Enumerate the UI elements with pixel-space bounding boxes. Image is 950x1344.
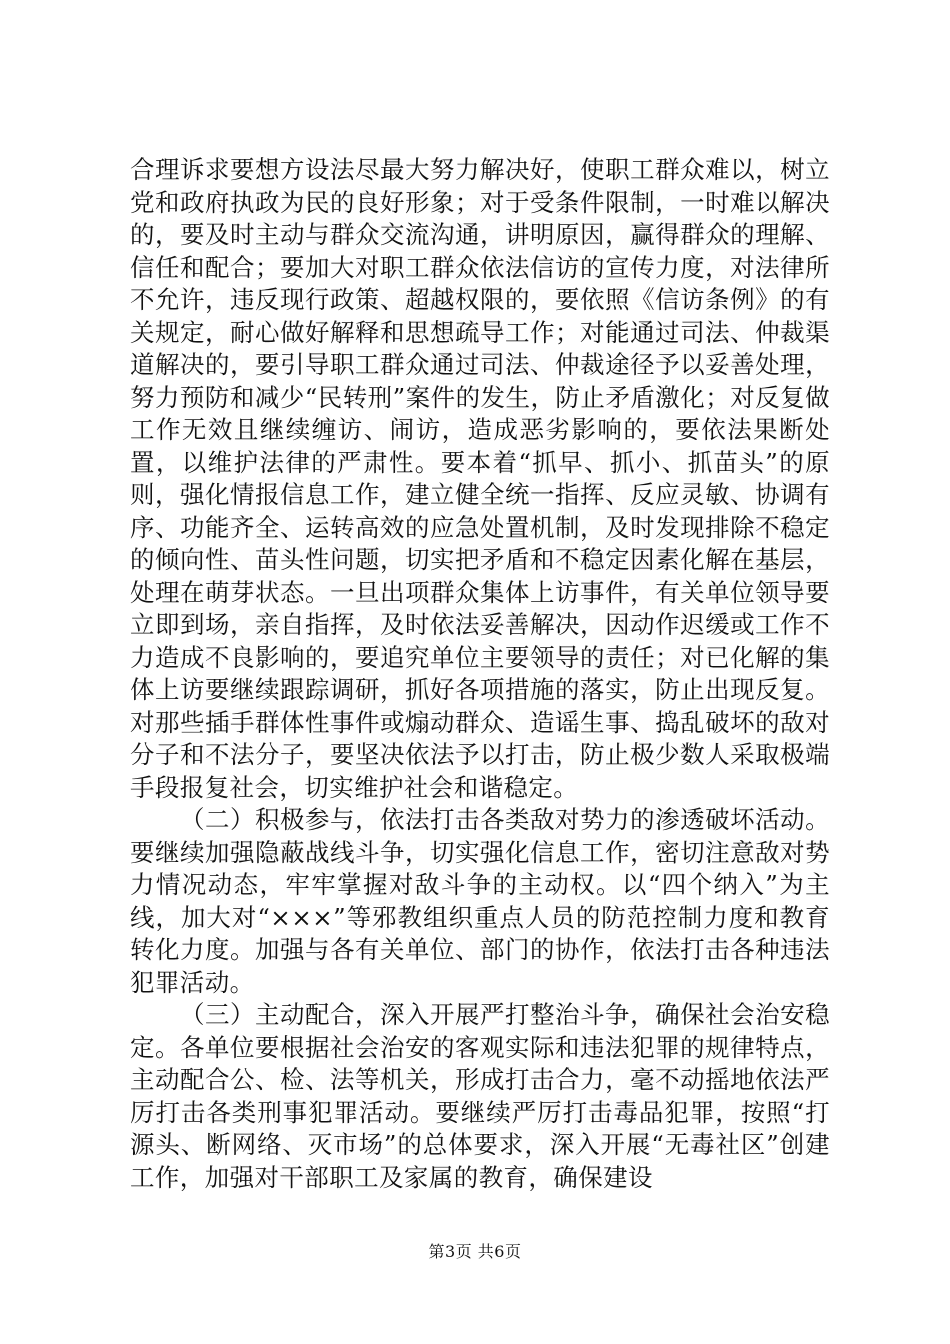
body-paragraph-3: （三）主动配合，深入开展严打整治斗争，确保社会治安稳定。各单位要根据社会治安的客观实际和违法犯罪的规律特点，主动配合公、检、法等机关，形成打击合力，毫不动摇地依法严厉打击各类刑事犯罪活动。要继续严厉打击毒品犯罪，按照“打源头、断网络、灭市场”的总体要求，深入开展“无毒社区”创建工作，加强对干部职工及家属的教育，确保建设 bbox=[130, 1000, 830, 1192]
body-paragraph-2: （二）积极参与，依法打击各类敌对势力的渗透破坏活动。要继续加强隐蔽战线斗争，切实强化信息工作，密切注意敌对势力情况动态，牢牢掌握对敌斗争的主动权。以“四个纳入”为主线，加大对“×××”等邪教组织重点人员的防范控制力度和教育转化力度。加强与各有关单位、部门的协作，依法打击各种违法犯罪活动。 bbox=[130, 805, 830, 997]
page-footer: 第3页 共6页 bbox=[428, 1242, 522, 1261]
body-paragraph-1: 合理诉求要想方设法尽最大努力解决好，使职工群众难以，树立党和政府执政为民的良好形象；对于受条件限制，一时难以解决的，要及时主动与群众交流沟通，讲明原因，赢得群众的理解、信任和配合；要加大对职工群众依法信访的宣传力度，对法律所不允许，违反现行政策、超越权限的，要依照《信访条例》的有关规定，耐心做好解释和思想疏导工作；对能通过司法、仲裁渠道解决的，要引导职工群众通过司法、仲裁途径予以妥善处理，努力预防和减少“民转刑”案件的发生，防止矛盾激化；对反复做工作无效且继续缠访、闹访，造成恶劣影响的，要依法果断处置，以维护法律的严肃性。要本着“抓早、抓小、抓苗头”的原则，强化情报信息工作，建立健全统一指挥、反应灵敏、协调有序、功能齐全、运转高效的应急处置机制，及时发现排除不稳定的倾向性、苗头性问题，切实把矛盾和不稳定因素化解在基层，处理在萌芽状态。一旦出项群众集体上访事件，有关单位领导要立即到场，亲自指挥，及时依法妥善解决，因动作迟缓或工作不力造成不良影响的，要追究单位主要领导的责任；对已化解的集体上访要继续跟踪调研，抓好各项措施的落实，防止出现反复。对那些插手群体性事件或煽动群众、造谣生事、捣乱破坏的敌对分子和不法分子，要坚决依法予以打击，防止极少数人采取极端手段报复社会，切实维护社会和谐稳定。 bbox=[130, 155, 830, 802]
document-body bbox=[130, 154, 830, 1194]
